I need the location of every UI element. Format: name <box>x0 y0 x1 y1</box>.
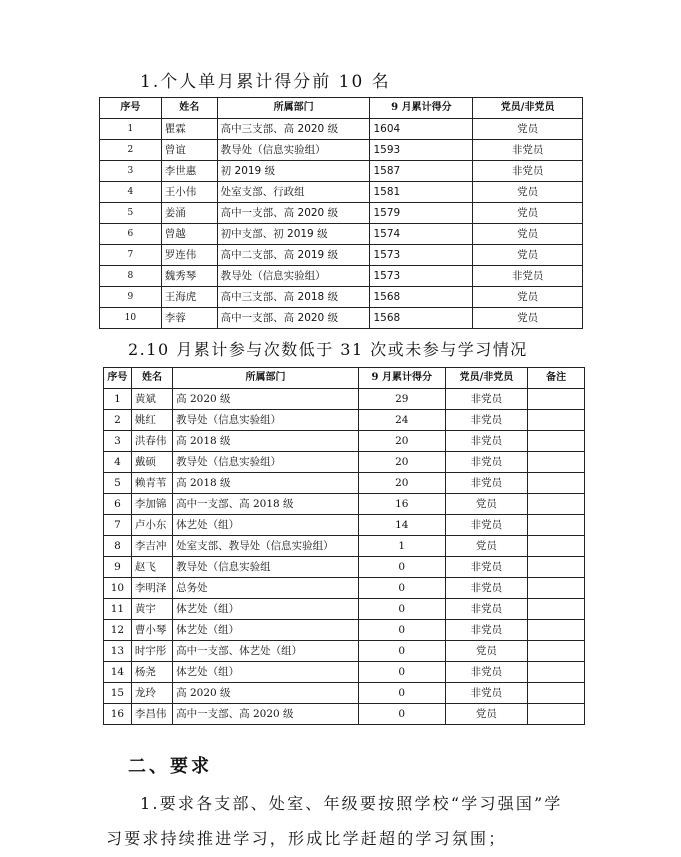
cell-party: 非党员 <box>445 662 528 683</box>
cell-note <box>528 389 585 410</box>
table-row <box>100 224 583 245</box>
cell-dept: 教导处（信息实验组） <box>217 140 370 161</box>
cell-score: 1593 <box>370 140 473 161</box>
cell-note <box>528 578 585 599</box>
cell-no: 4 <box>104 452 132 473</box>
cell-no: 8 <box>100 266 162 287</box>
cell-note <box>528 704 585 725</box>
cell-party: 党员 <box>473 308 583 329</box>
cell-party: 非党员 <box>473 161 583 182</box>
low-participation-table <box>103 367 585 725</box>
table-row <box>100 245 583 266</box>
cell-party: 非党员 <box>473 140 583 161</box>
cell-no: 3 <box>100 161 162 182</box>
cell-score: 0 <box>358 641 445 662</box>
cell-dept: 处室支部、行政组 <box>217 182 370 203</box>
cell-dept: 高中一支部、高 2020 级 <box>173 704 359 725</box>
cell-dept: 体艺处（组） <box>173 599 359 620</box>
cell-no: 16 <box>104 704 132 725</box>
cell-name: 李明泽 <box>131 578 172 599</box>
cell-no: 14 <box>104 662 132 683</box>
cell-score: 0 <box>358 620 445 641</box>
cell-name: 龙玲 <box>131 683 172 704</box>
cell-party: 党员 <box>473 245 583 266</box>
cell-score: 24 <box>358 410 445 431</box>
table-row <box>104 557 585 578</box>
table-row <box>104 683 585 704</box>
cell-party: 非党员 <box>445 578 528 599</box>
header-no: 序号 <box>100 98 162 119</box>
table-row <box>104 515 585 536</box>
cell-no: 9 <box>100 287 162 308</box>
cell-note <box>528 494 585 515</box>
cell-dept: 高中三支部、高 2018 级 <box>217 287 370 308</box>
cell-dept: 初中支部、初 2019 级 <box>217 224 370 245</box>
cell-score: 20 <box>358 473 445 494</box>
paragraph-line-2: 习要求持续推进学习，形成比学赶超的学习氛围； <box>106 829 507 848</box>
table-header-row <box>104 368 585 389</box>
header-name: 姓名 <box>131 368 172 389</box>
table-row <box>104 578 585 599</box>
cell-no: 9 <box>104 557 132 578</box>
cell-score: 20 <box>358 431 445 452</box>
cell-score: 16 <box>358 494 445 515</box>
cell-dept: 高 2018 级 <box>173 473 359 494</box>
cell-name: 李昌伟 <box>131 704 172 725</box>
cell-score: 0 <box>358 557 445 578</box>
table-row <box>104 410 585 431</box>
cell-score: 0 <box>358 599 445 620</box>
cell-no: 1 <box>104 389 132 410</box>
cell-party: 非党员 <box>445 599 528 620</box>
cell-dept: 高中一支部、高 2018 级 <box>173 494 359 515</box>
table-body <box>100 119 583 329</box>
cell-dept: 高 2018 级 <box>173 431 359 452</box>
cell-name: 姜涌 <box>161 203 217 224</box>
cell-party: 党员 <box>445 494 528 515</box>
cell-name: 姚红 <box>131 410 172 431</box>
section-1-title: 1.个人单月累计得分前 10 名 <box>140 72 391 92</box>
table-row <box>104 620 585 641</box>
cell-score: 20 <box>358 452 445 473</box>
cell-dept: 高中一支部、高 2020 级 <box>217 308 370 329</box>
table-row <box>104 704 585 725</box>
header-score: 9 月累计得分 <box>370 98 473 119</box>
cell-name: 杨尧 <box>131 662 172 683</box>
cell-score: 1573 <box>370 245 473 266</box>
table-row <box>100 308 583 329</box>
cell-score: 1568 <box>370 287 473 308</box>
cell-dept: 总务处 <box>173 578 359 599</box>
cell-name: 时宇彤 <box>131 641 172 662</box>
cell-score: 1581 <box>370 182 473 203</box>
cell-dept: 教导处（信息实验组 <box>173 557 359 578</box>
cell-party: 非党员 <box>445 473 528 494</box>
cell-party: 非党员 <box>445 515 528 536</box>
cell-no: 2 <box>104 410 132 431</box>
cell-dept: 教导处（信息实验组） <box>173 410 359 431</box>
header-name: 姓名 <box>161 98 217 119</box>
cell-note <box>528 473 585 494</box>
table-row <box>104 599 585 620</box>
cell-note <box>528 599 585 620</box>
cell-name: 李吉冲 <box>131 536 172 557</box>
cell-score: 1604 <box>370 119 473 140</box>
cell-name: 魏秀琴 <box>161 266 217 287</box>
cell-party: 非党员 <box>445 620 528 641</box>
cell-name: 戴硕 <box>131 452 172 473</box>
cell-dept: 高中二支部、高 2019 级 <box>217 245 370 266</box>
table-row <box>104 431 585 452</box>
cell-no: 8 <box>104 536 132 557</box>
cell-party: 党员 <box>445 641 528 662</box>
cell-no: 10 <box>100 308 162 329</box>
cell-no: 5 <box>100 203 162 224</box>
cell-party: 非党员 <box>445 557 528 578</box>
cell-note <box>528 515 585 536</box>
table-row <box>100 182 583 203</box>
cell-party: 党员 <box>473 182 583 203</box>
cell-no: 6 <box>100 224 162 245</box>
cell-no: 12 <box>104 620 132 641</box>
cell-score: 1587 <box>370 161 473 182</box>
cell-name: 王小伟 <box>161 182 217 203</box>
cell-score: 0 <box>358 662 445 683</box>
table-row <box>100 161 583 182</box>
cell-party: 非党员 <box>445 389 528 410</box>
cell-name: 赖青苇 <box>131 473 172 494</box>
cell-party: 非党员 <box>473 266 583 287</box>
cell-name: 罗连伟 <box>161 245 217 266</box>
cell-score: 14 <box>358 515 445 536</box>
cell-dept: 教导处（信息实验组） <box>173 452 359 473</box>
cell-no: 6 <box>104 494 132 515</box>
cell-dept: 高中三支部、高 2020 级 <box>217 119 370 140</box>
cell-dept: 教导处（信息实验组） <box>217 266 370 287</box>
cell-name: 曾越 <box>161 224 217 245</box>
cell-dept: 体艺处（组） <box>173 620 359 641</box>
table-row <box>100 203 583 224</box>
cell-note <box>528 557 585 578</box>
section-3-heading: 二、要求 <box>128 756 212 777</box>
cell-score: 1579 <box>370 203 473 224</box>
cell-name: 王海虎 <box>161 287 217 308</box>
cell-no: 10 <box>104 578 132 599</box>
table-row <box>104 641 585 662</box>
header-score: 9 月累计得分 <box>358 368 445 389</box>
cell-note <box>528 662 585 683</box>
cell-name: 卢小东 <box>131 515 172 536</box>
cell-dept: 高 2020 级 <box>173 389 359 410</box>
cell-no: 7 <box>104 515 132 536</box>
header-dept: 所属部门 <box>173 368 359 389</box>
cell-name: 曹小琴 <box>131 620 172 641</box>
cell-no: 4 <box>100 182 162 203</box>
cell-note <box>528 536 585 557</box>
cell-score: 0 <box>358 578 445 599</box>
table-row <box>104 662 585 683</box>
cell-no: 2 <box>100 140 162 161</box>
cell-dept: 体艺处（组） <box>173 662 359 683</box>
cell-party: 非党员 <box>445 431 528 452</box>
table-row <box>100 287 583 308</box>
table-row <box>100 266 583 287</box>
table-header-row <box>100 98 583 119</box>
cell-note <box>528 452 585 473</box>
header-note: 备注 <box>528 368 585 389</box>
cell-score: 1568 <box>370 308 473 329</box>
top10-score-table <box>99 97 583 329</box>
cell-party: 非党员 <box>445 452 528 473</box>
cell-name: 李加锦 <box>131 494 172 515</box>
cell-note <box>528 641 585 662</box>
header-no: 序号 <box>104 368 132 389</box>
cell-no: 7 <box>100 245 162 266</box>
cell-party: 党员 <box>473 119 583 140</box>
table-row <box>104 494 585 515</box>
cell-party: 党员 <box>473 203 583 224</box>
header-party: 党员/非党员 <box>445 368 528 389</box>
cell-name: 李世惠 <box>161 161 217 182</box>
table-row <box>104 452 585 473</box>
cell-dept: 初 2019 级 <box>217 161 370 182</box>
cell-party: 非党员 <box>445 683 528 704</box>
header-dept: 所属部门 <box>217 98 370 119</box>
cell-score: 1574 <box>370 224 473 245</box>
cell-no: 15 <box>104 683 132 704</box>
cell-no: 1 <box>100 119 162 140</box>
cell-dept: 处室支部、教导处（信息实验组） <box>173 536 359 557</box>
section-2-title: 2.10 月累计参与次数低于 31 次或未参与学习情况 <box>128 340 528 359</box>
cell-note <box>528 431 585 452</box>
header-party: 党员/非党员 <box>473 98 583 119</box>
cell-no: 13 <box>104 641 132 662</box>
table-row <box>100 140 583 161</box>
table-body <box>104 389 585 725</box>
cell-no: 11 <box>104 599 132 620</box>
cell-score: 29 <box>358 389 445 410</box>
cell-score: 0 <box>358 704 445 725</box>
table-row <box>104 389 585 410</box>
cell-party: 党员 <box>473 224 583 245</box>
cell-name: 黄宇 <box>131 599 172 620</box>
cell-party: 党员 <box>473 287 583 308</box>
cell-note <box>528 410 585 431</box>
cell-party: 非党员 <box>445 410 528 431</box>
cell-name: 黄斌 <box>131 389 172 410</box>
cell-note <box>528 683 585 704</box>
cell-dept: 高中一支部、高 2020 级 <box>217 203 370 224</box>
cell-score: 0 <box>358 683 445 704</box>
cell-name: 曾谊 <box>161 140 217 161</box>
cell-score: 1573 <box>370 266 473 287</box>
cell-no: 3 <box>104 431 132 452</box>
cell-name: 瞿霖 <box>161 119 217 140</box>
table-row <box>100 119 583 140</box>
cell-name: 赵飞 <box>131 557 172 578</box>
cell-score: 1 <box>358 536 445 557</box>
cell-no: 5 <box>104 473 132 494</box>
cell-name: 李蓉 <box>161 308 217 329</box>
cell-party: 党员 <box>445 704 528 725</box>
cell-party: 党员 <box>445 536 528 557</box>
cell-dept: 高中一支部、体艺处（组） <box>173 641 359 662</box>
table-row <box>104 473 585 494</box>
cell-name: 洪春伟 <box>131 431 172 452</box>
table-row <box>104 536 585 557</box>
paragraph-line-1: 1.要求各支部、处室、年级要按照学校“学习强国”学 <box>140 794 563 813</box>
cell-dept: 体艺处（组） <box>173 515 359 536</box>
cell-note <box>528 620 585 641</box>
cell-dept: 高 2020 级 <box>173 683 359 704</box>
